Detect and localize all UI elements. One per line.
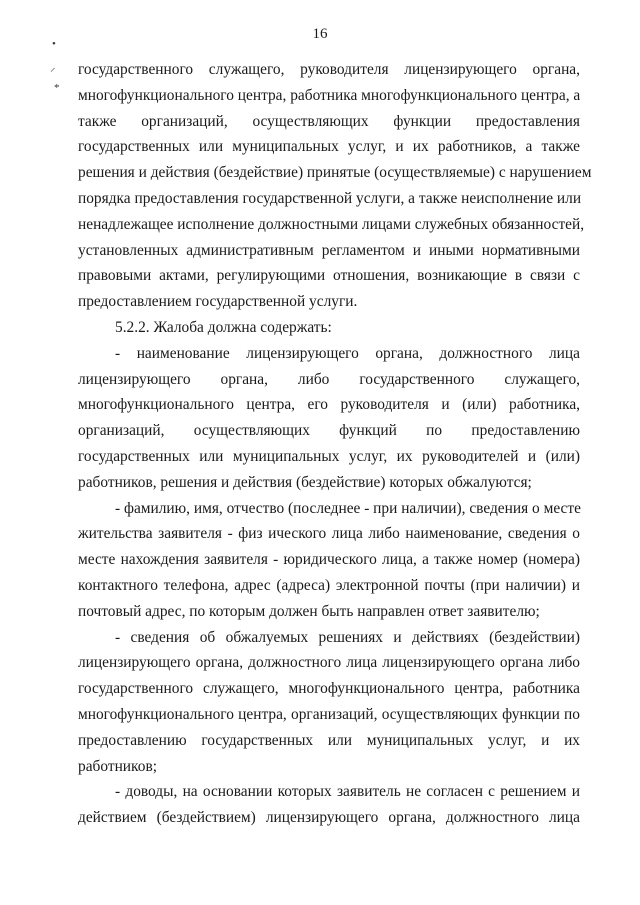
text-line: жительства заявителя - физ ического лица либо наименование, сведения о [78,525,580,543]
text-line: решения и действия (бездействие) принятые (осуществляемые) с нарушением [78,164,592,182]
text-line: государственного служащего, многофункционального центра, работника [78,680,580,698]
scan-mark-star: * [54,82,60,94]
text-line: работников; [78,757,157,775]
text-line: государственных или муниципальных услуг, и их работников, а также [78,138,580,156]
text-line: многофункционального центра, его руководителя и (или) работника, [78,396,580,414]
text-line: государственного служащего, руководителя лицензирующего органа, [78,61,580,78]
text-line: многофункционального центра, организаций, осуществляющих функции по [78,705,580,723]
scan-mark-tick: ⸝ [50,62,56,74]
text-line: правовыми актами, регулирующими отношения, возникающие в связи с [78,267,580,285]
text-line: работников, решения и действия (бездействие) которых обжалуются; [78,473,532,491]
text-line: порядка предоставления государственной услуги, а также неисполнение или [78,189,582,207]
text-line: - фамилию, имя, отчество (последнее - при наличии), сведения о месте [115,499,581,517]
page-number: 16 [312,26,328,42]
text-line: лицензирующего органа, должностного лица лицензирующего органа либо [78,654,580,672]
text-line: - сведения об обжалуемых решениях и действиях (бездействии) [115,628,580,646]
text-line: лицензирующего органа, либо государственного служащего, [78,370,580,388]
text-line: контактного телефона, адрес (адреса) электронной почты (при наличии) и [78,576,580,594]
text-line: - доводы, на основании которых заявитель не согласен с решением и [115,783,580,801]
text-line: организаций, осуществляющих функций по предоставлению [78,422,580,440]
text-line: действием (бездействием) лицензирующего органа, должностного лица [78,809,580,827]
body-text [78,57,592,831]
text-line: месте нахождения заявителя - юридического лица, а также номер (номера) [78,551,580,569]
text-line: предоставлением государственной услуги. [78,293,358,311]
text-line: ненадлежащее исполнение должностными лицами служебных обязанностей, [78,215,585,233]
text-line: - наименование лицензирующего органа, должностного лица [115,344,580,362]
text-line: многофункционального центра, работника многофункционального центра, а [78,86,581,104]
scan-mark-dot: • [52,38,56,50]
text-line: государственных или муниципальных услуг, их руководителей и (или) [78,447,580,465]
section-heading: 5.2.2. Жалоба должна содержать: [115,318,332,336]
text-line: почтовый адрес, по которым должен быть направлен ответ заявителю; [78,602,540,620]
text-line: предоставлению государственных или муниципальных услуг, и их [78,731,580,749]
text-line: также организаций, осуществляющих функции предоставления [78,112,580,130]
text-line: установленных административным регламентом и иными нормативными [78,241,580,259]
